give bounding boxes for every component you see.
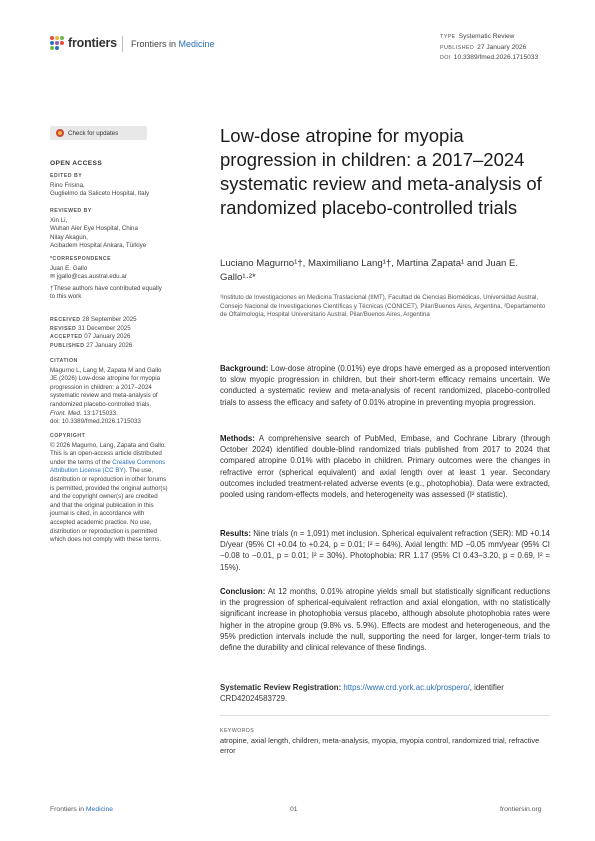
email-icon: ✉ xyxy=(50,273,56,281)
open-access-label: OPEN ACCESS xyxy=(50,160,103,167)
type-label: TYPE xyxy=(440,34,456,40)
editor-line: Rino Frisina, xyxy=(50,181,85,189)
registration-link[interactable]: https://www.crd.york.ac.uk/prospero/ xyxy=(343,683,470,692)
affiliations: ¹Instituto de Investigaciones en Medicina Traslacional (IIMT), Facultad de Ciencias Biomédicas, Universidad Austral, Consejo Nacional de Investigaciones Científicas y Técnicas (CONICET), Pilar/Buenos Aires, Argentina, ²Departamento de Oftalmología, Hospital Universitario Austral, Pilar/Buenos Aires, Argentina xyxy=(220,294,546,319)
correspondence-label: *CORRESPONDENCE xyxy=(50,256,112,262)
revised-date: 31 December 2025 xyxy=(78,324,131,332)
published-date: 27 January 2026 xyxy=(86,341,133,349)
citation-label: CITATION xyxy=(50,358,78,364)
published-label: PUBLISHED xyxy=(440,44,475,51)
reviewer-line: Acibadem Hospital Ankara, Türkiye xyxy=(50,242,147,250)
footer-site-link[interactable]: frontiersin.org xyxy=(500,806,542,813)
citation-volume: 13:1715033. xyxy=(83,409,118,417)
registration-label: Systematic Review Registration: xyxy=(220,683,342,692)
correspondence-section xyxy=(50,255,168,302)
frontiers-logo[interactable] xyxy=(50,36,117,50)
abstract-results xyxy=(220,528,550,573)
journal-title: Medicine xyxy=(178,39,215,49)
author-list[interactable]: Luciano Magurno¹†, Maximiliano Lang¹†, Martina Zapata¹ and Juan E. Gallo¹·²* xyxy=(220,258,519,283)
edited-by-label: EDITED BY xyxy=(50,173,83,179)
citation-journal: Front. Med. xyxy=(50,409,82,417)
copyright-section xyxy=(50,432,168,545)
footer-prefix: Frontiers in xyxy=(50,806,84,813)
keywords-divider xyxy=(220,715,550,716)
equal-contribution-note: †These authors have contributed equally to this work xyxy=(50,284,162,301)
keywords: atropine, axial length, children, meta-analysis, myopia, myopia control, randomized trial, refractive error xyxy=(220,736,540,756)
received-label: RECEIVED xyxy=(50,317,81,323)
copyright-label: COPYRIGHT xyxy=(50,433,86,439)
journal-name[interactable] xyxy=(122,36,215,52)
edited-by-section xyxy=(50,172,168,199)
doi-label: DOI xyxy=(440,55,451,61)
type-value: Systematic Review xyxy=(458,33,515,40)
brand-name: frontiers xyxy=(68,36,117,50)
citation-doi[interactable]: doi: 10.3389/fmed.2026.1715033 xyxy=(50,418,141,426)
check-updates-label: Check for updates xyxy=(68,129,119,137)
citation-section xyxy=(50,357,168,427)
published-value: 27 January 2026 xyxy=(477,43,527,51)
copyright-terms: The use, distribution or reproduction in other forums is permitted, provided the original author(s) and the copyright owner(s) are credited and that the original publication in this journal is cited, in accordance with accepted academic practice. No use, distribution or reproduction is permitted which does not comply with these terms. xyxy=(50,467,168,544)
published-side-label: PUBLISHED xyxy=(50,342,85,349)
dates-section xyxy=(50,316,168,350)
reviewer-line: Nilay Akagun, xyxy=(50,233,88,241)
correspondence-email[interactable]: jgallo@cas.austral.edu.ar xyxy=(56,273,127,281)
methods-label: Methods: xyxy=(220,434,255,443)
registration-id: , identifier CRD42024583729. xyxy=(220,683,504,704)
footer-journal[interactable] xyxy=(50,806,113,813)
editor-line: Guglielmo da Saliceto Hospital, Italy xyxy=(50,190,150,198)
revised-label: REVISED xyxy=(50,325,77,332)
article-title: Low-dose atropine for myopia progression in children: a 2017–2024 systematic review and meta-analysis of randomized placebo-controlled trials xyxy=(220,125,542,218)
methods-text: A comprehensive search of PubMed, Embase, and Cochrane Library (through October 2024) identified double-blind randomized trials published from 2017 to 2024 that compared atropine 0.01% with placebo in children. Primary outcomes were the changes in refractive error (spherical equivalent) and axial length over at least 1 year. Secondary outcomes included treatment-related adverse events (e.g., photophobia). Data were extracted, pooled using random-effects models, and heterogeneity was assessed (I² statistic). xyxy=(220,434,550,500)
doi-value[interactable]: 10.3389/fmed.2026.1715033 xyxy=(453,54,539,61)
results-text: Nine trials (n = 1,091) met inclusion. Spherical equivalent refraction (SER): MD +0.14 D/year (95% CI +0.04 to +0.24, p = 0.01; I² = 64%). Axial length: MD −0.05 mm/year (95% CI −0.08 to −0.01, p = 0.01; I² = 30%). Photophobia: RR 1.17 (95% CI 0.43–3.20, p = 0.69, I² = 15%). xyxy=(220,529,550,572)
received-date: 28 September 2025 xyxy=(82,316,137,323)
frontiers-dots-icon xyxy=(50,36,64,50)
check-for-updates-button[interactable] xyxy=(50,126,147,140)
conclusion-label: Conclusion: xyxy=(220,587,266,596)
page-number: 01 xyxy=(290,806,298,813)
background-label: Background: xyxy=(220,364,269,373)
copyright-text: © 2026 Magurno, Lang, Zapata and Gallo. This is an open-access article distributed under the terms of the xyxy=(50,441,167,466)
reviewer-line: Wuhan Aier Eye Hospital, China xyxy=(50,225,138,233)
article-meta-top xyxy=(440,32,538,64)
accepted-date: 07 January 2026 xyxy=(84,333,131,341)
accepted-label: ACCEPTED xyxy=(50,334,83,341)
background-text: Low-dose atropine (0.01%) eye drops have emerged as a proposed intervention to slow myopic progression in children, but their short-term efficacy remains uncertain. We conducted a systematic review and meta-analysis of recent randomized, placebo-controlled trials to assess the efficacy and safety of 0.01% atropine in preventing myopia progression. xyxy=(220,364,550,407)
registration xyxy=(220,682,550,704)
journal-prefix: Frontiers in xyxy=(131,39,177,49)
results-label: Results: xyxy=(220,529,251,538)
conclusion-text: At 12 months, 0.01% atropine yields small but statistically significant reductions in the progression of spherical-equivalent refraction and axial elongation, with no statistically significant increase in photophobia versus placebo, although absolute photophobia rates were higher in the atropine group (9.8% vs. 5.9%). Effects are modest and heterogeneous, and the 95% prediction intervals include the null, supporting the need for larger, longer-term trials to define the durability and clinical relevance of these findings. xyxy=(220,587,550,653)
correspondence-email-row[interactable] xyxy=(50,273,168,282)
citation-text: Magurno L, Lang M, Zapata M and Gallo JE (2026) Low-dose atropine for myopia progression in children: a 2017–2024 systematic review and meta-analysis of randomized placebo-controlled trials. xyxy=(50,366,162,408)
reviewed-by-section xyxy=(50,207,168,251)
keywords-label: KEYWORDS xyxy=(220,728,255,734)
reviewed-by-label: REVIEWED BY xyxy=(50,208,92,214)
footer-journal-name: Medicine xyxy=(85,806,114,813)
check-updates-icon xyxy=(56,129,64,137)
cc-by-license-link[interactable]: Creative Commons Attribution License (CC BY). xyxy=(50,458,166,475)
correspondence-name: Juan E. Gallo xyxy=(50,264,88,272)
reviewer-line: Xin Li, xyxy=(50,216,68,224)
abstract-methods xyxy=(220,433,550,500)
abstract-conclusion xyxy=(220,586,550,653)
abstract-background xyxy=(220,363,550,408)
